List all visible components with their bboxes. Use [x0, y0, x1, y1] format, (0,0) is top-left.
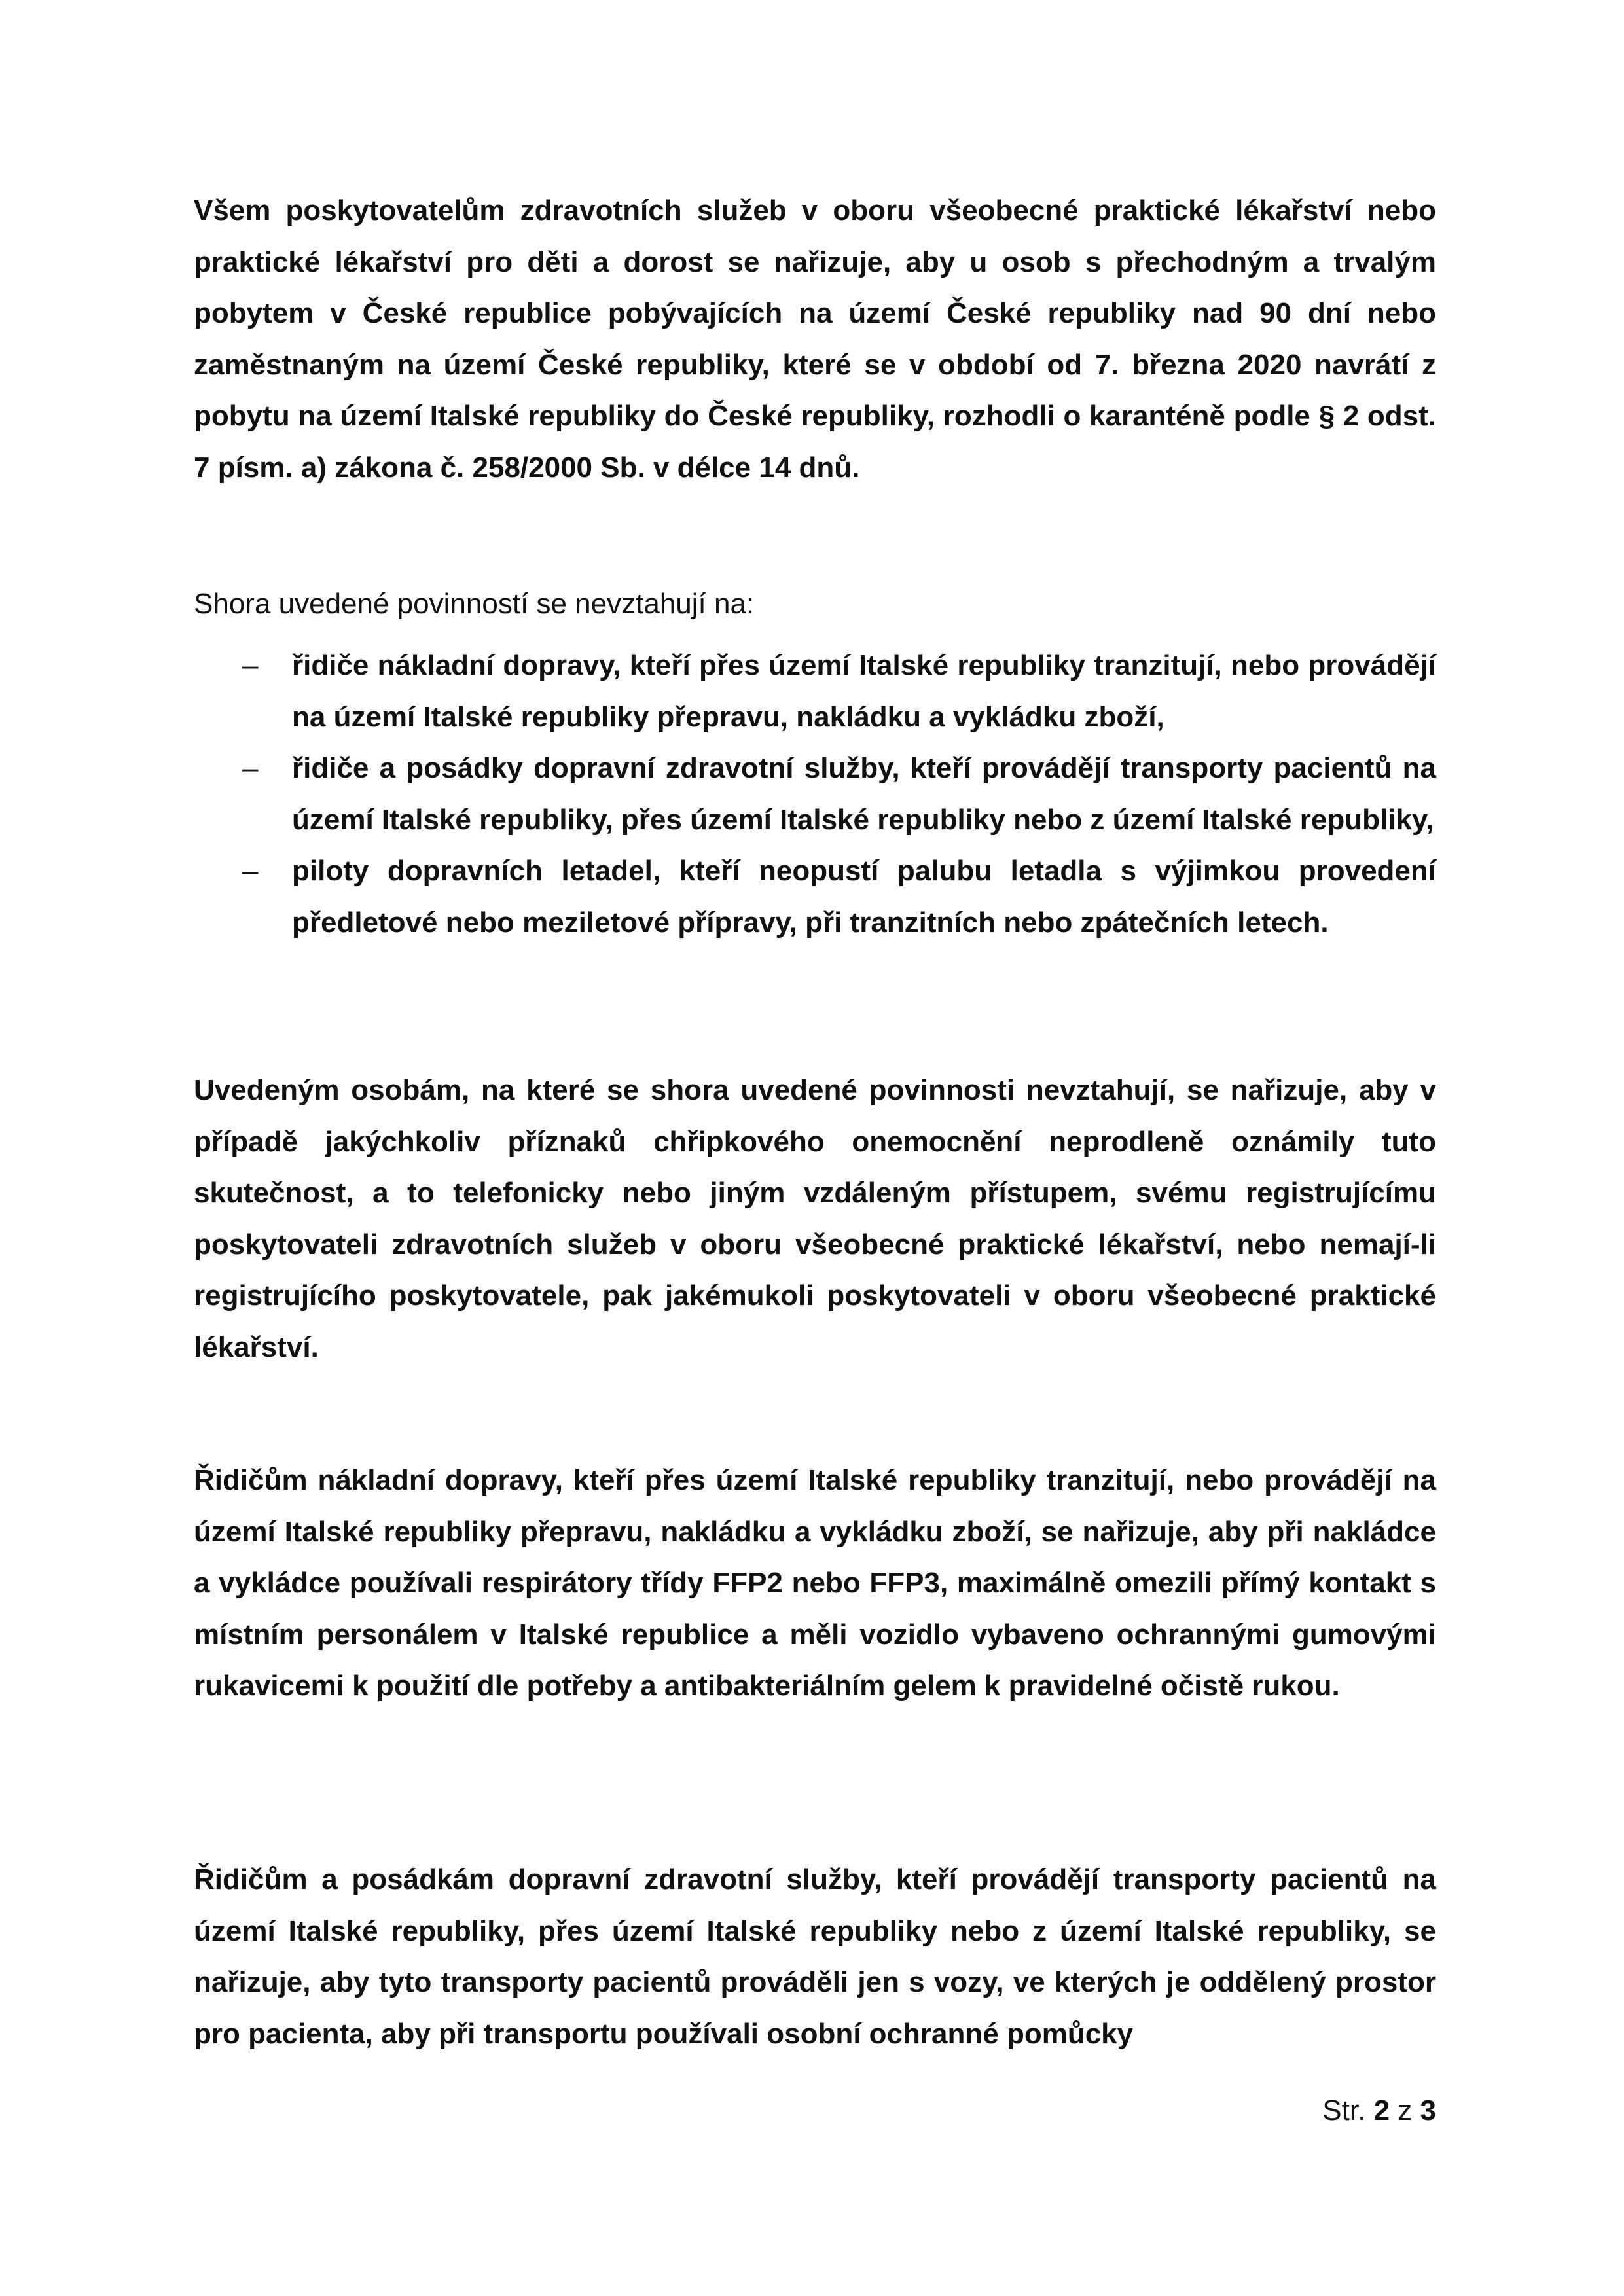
list-item: [194, 846, 1436, 948]
exceptions-intro: Shora uvedené povinností se nevztahují na:: [194, 588, 755, 620]
dash-bullet-icon: –: [242, 752, 259, 784]
paragraph-quarantine-order: Všem poskytovatelům zdravotních služeb v oboru všeobecné praktické lékařství nebo praktické lékařství pro děti a dorost se nařizuje, aby u osob s přechodným a trvalým pobytem v České republice pobývajících na území České republiky nad 90 dní nebo zaměstnaným na území České republiky, které se v období od 7. března 2020 navrátí z pobytu na území Italské republiky do České republiky, rozhodli o karanténě podle § 2 odst. 7 písm. a) zákona č. 258/2000 Sb. v délce 14 dnů.: [194, 194, 1436, 484]
dash-bullet-icon: –: [242, 855, 259, 887]
list-item-text: řidiče nákladní dopravy, kteří přes území Italské republiky tranzitují, nebo provádějí na území Italské republiky přepravu, nakládku a vykládku zboží,: [292, 649, 1436, 733]
page-number: [1322, 2091, 1436, 2130]
list-item-text: řidiče a posádky dopravní zdravotní služby, kteří provádějí transporty pacientů na území Italské republiky, přes území Italské republiky nebo z území Italské republiky,: [292, 752, 1436, 836]
page-number-separator: z: [1398, 2094, 1413, 2126]
paragraph-freight-drivers: Řidičům nákladní dopravy, kteří přes území Italské republiky tranzitují, nebo provádějí na území Italské republiky přepravu, nakládku a vykládku zboží, se nařizuje, aby při nakládce a vykládce používali respirátory třídy FFP2 nebo FFP3, maximálně omezili přímý kontakt s místním personálem v Italské republice a měli vozidlo vybaveno ochrannými gumovými rukavicemi k použití dle potřeby a antibakteriálním gelem k pravidelné očistě rukou.: [194, 1464, 1436, 1702]
page-number-prefix: Str.: [1322, 2094, 1366, 2126]
paragraph-symptom-reporting: Uvedeným osobám, na které se shora uvedené povinnosti nevztahují, se nařizuje, aby v případě jakýchkoliv příznaků chřipkového onemocnění neprodleně oznámily tuto skutečnost, a to telefonicky nebo jiným vzdáleným přístupem, svému registrujícímu poskytovateli zdravotních služeb v oboru všeobecné praktické lékařství, nebo nemají-li registrujícího poskytovatele, pak jakémukoli poskytovateli v oboru všeobecné praktické lékařství.: [194, 1074, 1436, 1363]
dash-bullet-icon: –: [242, 649, 259, 681]
list-item: [194, 743, 1436, 846]
exceptions-list: [194, 640, 1436, 948]
exceptions-list-container: [194, 640, 1436, 948]
list-item: [194, 640, 1436, 743]
list-item-text: piloty dopravních letadel, kteří neopustí palubu letadla s výjimkou provedení předletové nebo meziletové přípravy, při tranzitních nebo zpátečních letech.: [292, 855, 1436, 939]
paragraph-ambulance-crews: Řidičům a posádkám dopravní zdravotní služby, kteří provádějí transporty pacientů na území Italské republiky, přes území Italské republiky nebo z území Italské republiky, se nařizuje, aby tyto transporty pacientů prováděli jen s vozy, ve kterých je oddělený prostor pro pacienta, aby při transportu používali osobní ochranné pomůcky: [194, 1863, 1436, 2050]
page-number-total: 3: [1420, 2094, 1436, 2126]
page-number-current: 2: [1373, 2094, 1390, 2126]
